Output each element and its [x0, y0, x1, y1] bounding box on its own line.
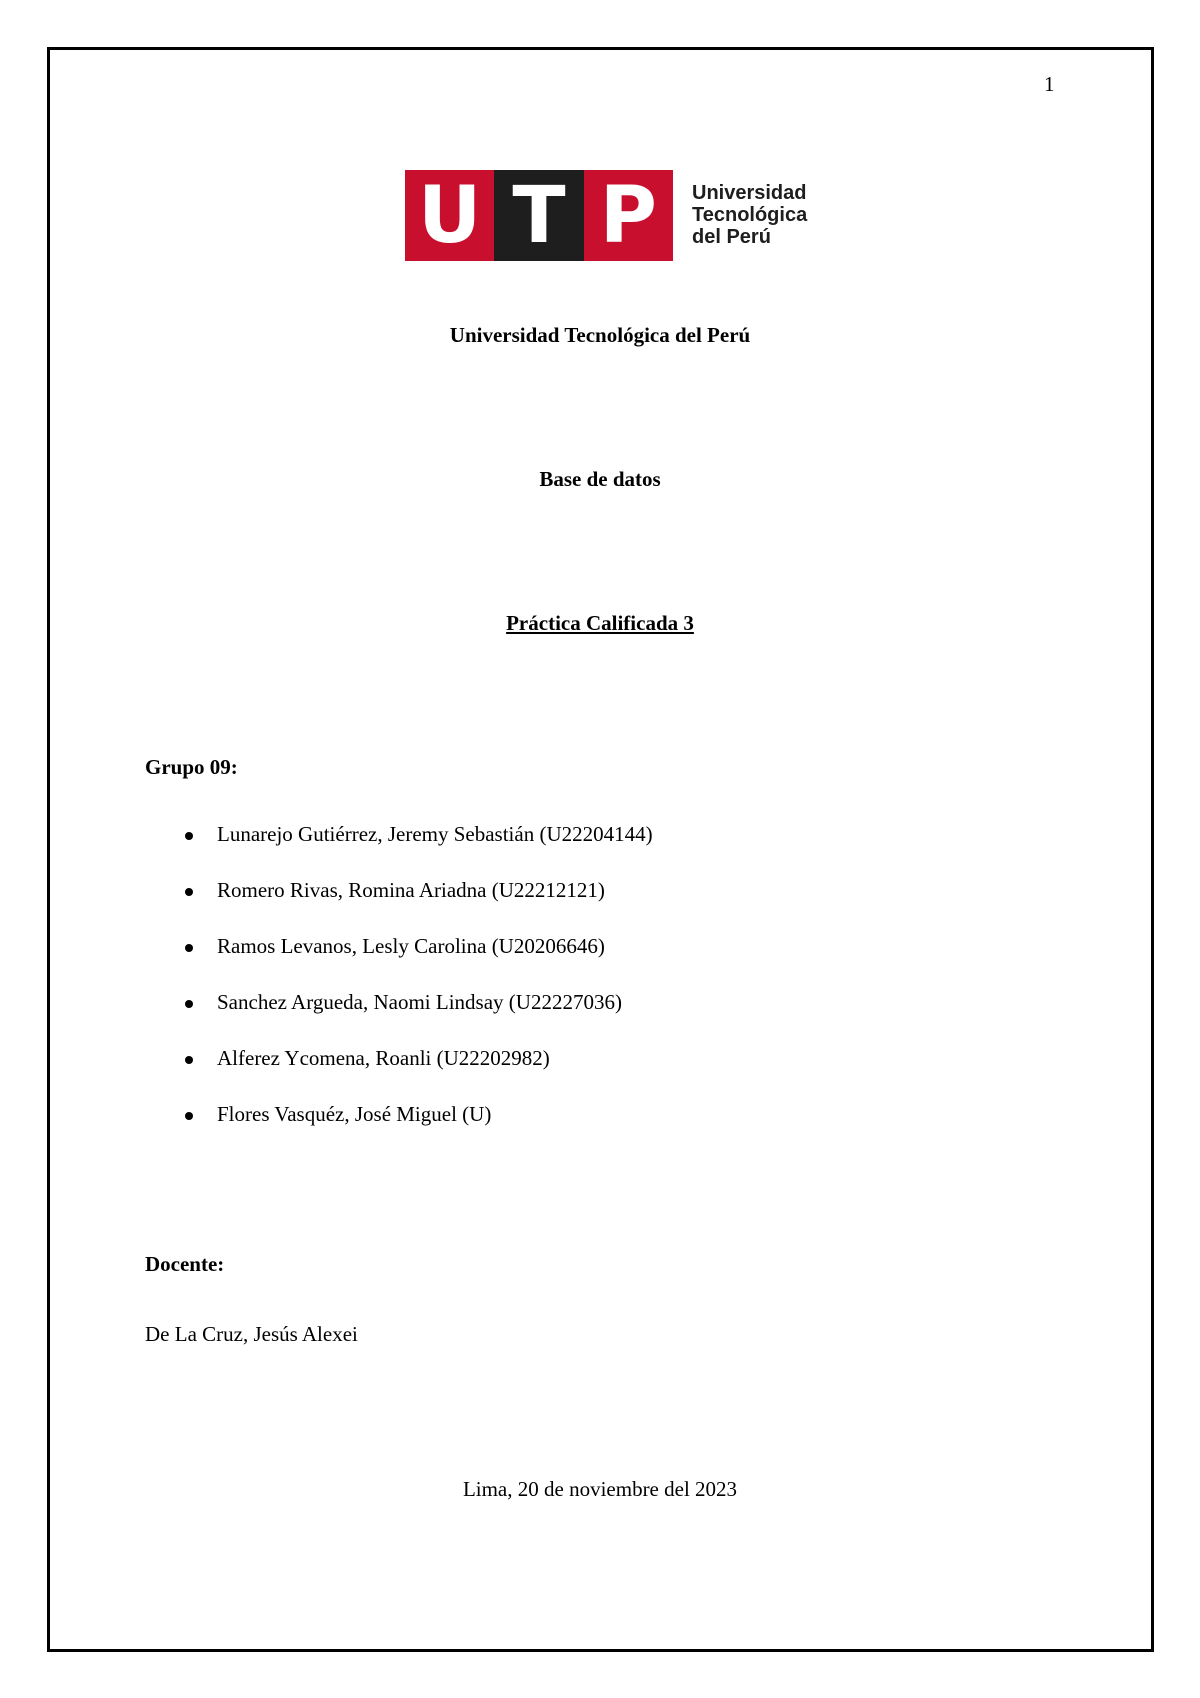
page-number: 1 [1044, 72, 1055, 96]
assignment-title [0, 611, 1200, 636]
member-name: Ramos Levanos, Lesly Carolina (U20206646) [217, 934, 605, 958]
member-name: Flores Vasquéz, José Miguel (U) [217, 1102, 492, 1126]
bullet-icon [185, 944, 193, 952]
logo-letter-t: T [494, 170, 583, 261]
logo-text-line: del Perú [692, 226, 771, 248]
logo-letter-blocks [405, 170, 673, 261]
bullet-icon [185, 1056, 193, 1064]
member-name: Sanchez Argueda, Naomi Lindsay (U22227036) [217, 990, 622, 1014]
page-border [47, 47, 1154, 1652]
teacher-label: Docente: [145, 1252, 225, 1276]
logo-text-line: Tecnológica [692, 204, 808, 226]
assignment-title-text: Práctica Calificada 3 [506, 611, 694, 635]
member-name: Alferez Ycomena, Roanli (U22202982) [217, 1046, 550, 1070]
teacher-name: De La Cruz, Jesús Alexei [145, 1322, 358, 1346]
bullet-icon [185, 1112, 193, 1120]
place-date: Lima, 20 de noviembre del 2023 [462, 1477, 738, 1501]
member-name: Lunarejo Gutiérrez, Jeremy Sebastián (U22204144) [217, 822, 653, 846]
logo-letter-u: U [405, 170, 494, 261]
member-name: Romero Rivas, Romina Ariadna (U22212121) [217, 878, 605, 902]
university-name: Universidad Tecnológica del Perú [449, 323, 751, 347]
logo-wordmark [692, 182, 807, 248]
course-name: Base de datos [539, 467, 661, 491]
logo-text-line: Universidad [692, 182, 807, 204]
group-label: Grupo 09: [145, 755, 238, 779]
utp-logo [405, 170, 825, 261]
logo-letter-p: P [584, 170, 673, 261]
bullet-icon [185, 832, 193, 840]
bullet-icon [185, 888, 193, 896]
bullet-icon [185, 1000, 193, 1008]
